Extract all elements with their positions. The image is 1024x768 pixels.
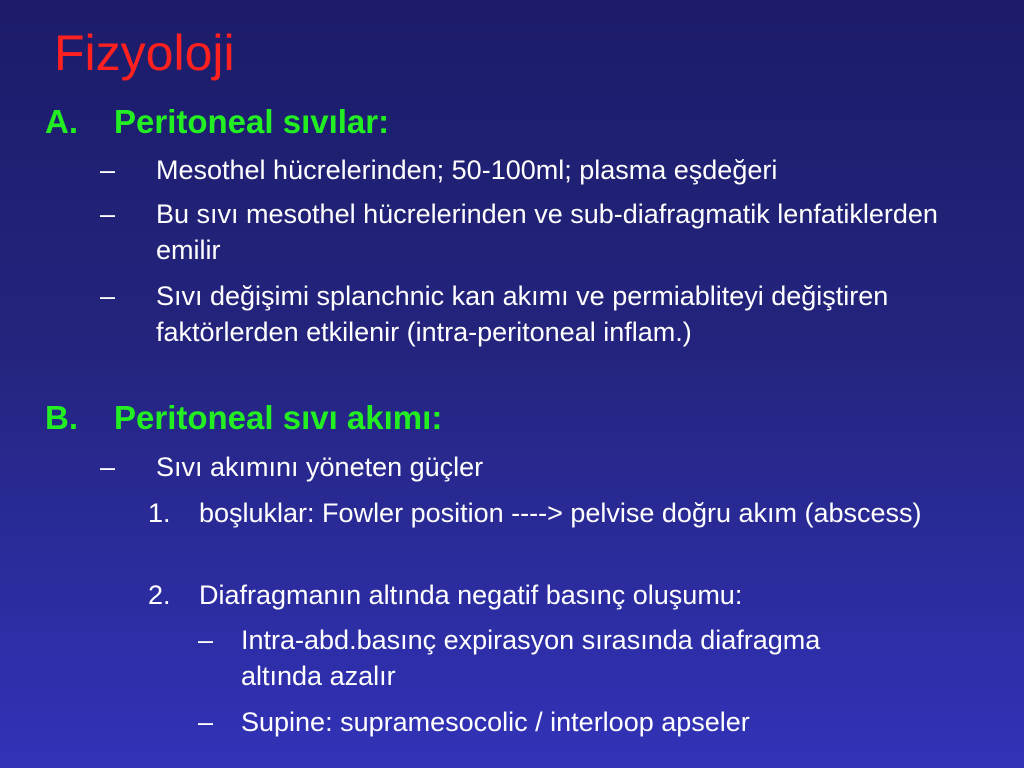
bullet-text: Sıvı akımını yöneten güçler <box>156 452 484 482</box>
section-a-title: Peritoneal sıvılar: <box>114 103 390 140</box>
bullet-text: Bu sıvı mesothel hücrelerinden ve sub-diafragmatik lenfatiklerden emilir <box>156 199 938 265</box>
bullet-dash: – <box>100 281 116 311</box>
numbered-text: boşluklar: Fowler position ----> pelvise doğru akım (abscess) <box>199 498 922 528</box>
section-b-title: Peritoneal sıvı akımı: <box>114 399 443 436</box>
number-marker: 2. <box>148 580 171 610</box>
slide-title: Fizyoloji <box>54 25 235 81</box>
bullet-dash: – <box>198 707 214 737</box>
section-b-marker: B. <box>45 399 78 436</box>
bullet-dash: – <box>100 452 116 482</box>
section-a-marker: A. <box>45 103 78 140</box>
bullet-text: Sıvı değişimi splanchnic kan akımı ve permiabliteyi değiştiren faktörlerden etkilenir (intra-peritoneal inflam.) <box>156 281 889 347</box>
bullet-text: Intra-abd.basınç expirasyon sırasında diafragma altında azalır <box>241 625 821 691</box>
bullet-text: Mesothel hücrelerinden; 50-100ml; plasma eşdeğeri <box>156 155 778 185</box>
bullet-dash: – <box>100 199 116 229</box>
number-marker: 1. <box>148 498 171 528</box>
bullet-dash: – <box>198 625 214 655</box>
bullet-text: Supine: supramesocolic / interloop apseler <box>241 707 750 737</box>
numbered-text: Diafragmanın altında negatif basınç oluşumu: <box>199 580 743 610</box>
bullet-dash: – <box>100 155 116 185</box>
